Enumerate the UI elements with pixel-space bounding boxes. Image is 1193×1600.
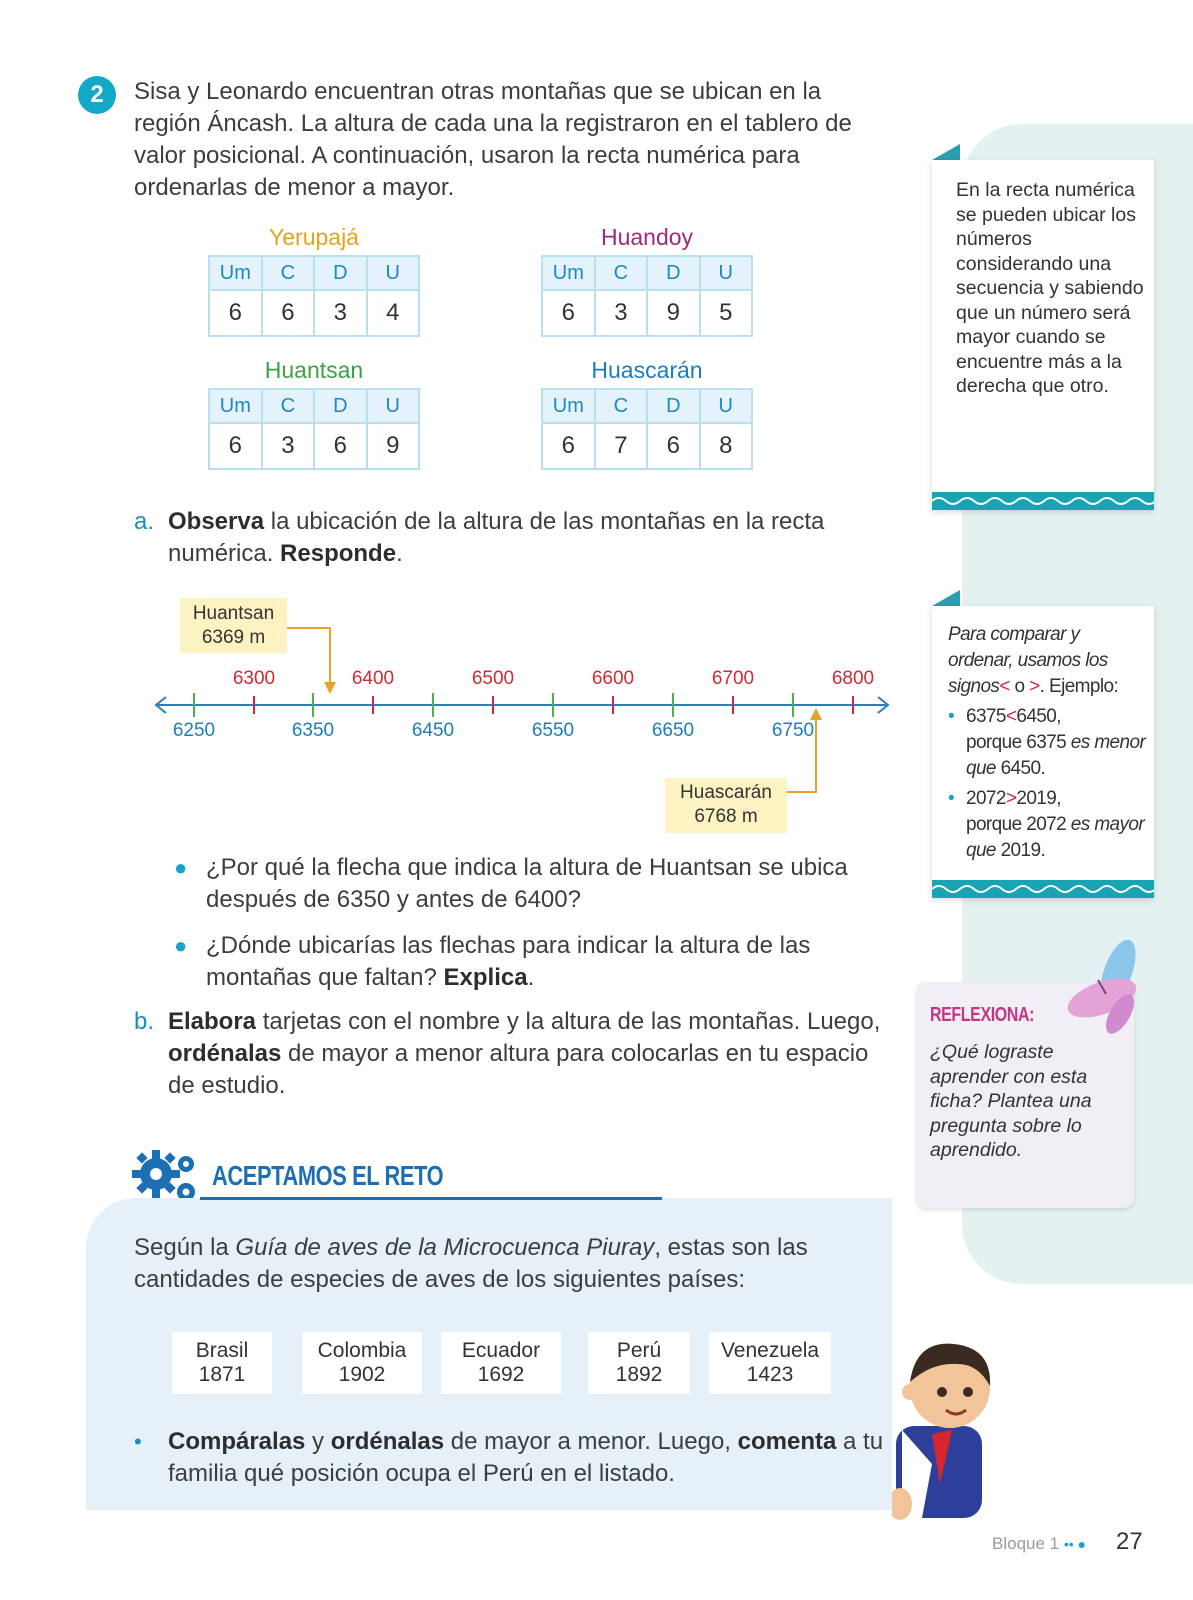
- card-colombia: [302, 1332, 422, 1394]
- header-d: D: [647, 389, 699, 423]
- tick-label: 6600: [591, 668, 635, 689]
- card-country: Perú: [616, 1339, 662, 1362]
- reto-text-2: , estas son las cantidades de especies de aves de los siguientes países:: [134, 1234, 808, 1293]
- reflexiona-text: ¿Qué lograste aprender con esta ficha? Plantea una pregunta sobre lo aprendido.: [930, 1041, 1092, 1161]
- note-recta-numerica: [932, 160, 1154, 510]
- question-a: [134, 506, 894, 567]
- question-b-text: tarjetas con el nombre y la altura de las montañas. Luego,: [256, 1008, 881, 1035]
- bullet-text: ¿Dónde ubicarías las flechas para indicar la altura de las montañas que faltan?: [206, 932, 811, 991]
- reto-task: [134, 1426, 894, 1490]
- ex2-num2: 2019,: [1016, 788, 1061, 809]
- reto-book-title: Guía de aves de la Microcuenca Piuray: [235, 1234, 655, 1261]
- callout-name: Huantsan: [192, 603, 275, 624]
- header-d: D: [314, 389, 366, 423]
- question-a-text: la ubicación de la altura de las montañas en la recta numérica.: [168, 508, 825, 567]
- reto-title: ACEPTAMOS EL RETO: [212, 1160, 444, 1191]
- question-a-body: [168, 506, 888, 570]
- header-um: Um: [542, 389, 595, 423]
- digit-cell: 9: [647, 290, 699, 336]
- card-peru: [588, 1332, 690, 1394]
- ex2-because: porque 2072: [966, 814, 1067, 835]
- greater-than-sign: >: [1005, 788, 1017, 809]
- header-c: C: [262, 389, 314, 423]
- table-yerupaja: [208, 224, 420, 337]
- ex2-end: 2019.: [1000, 840, 1046, 861]
- ex1-end: 6450.: [1000, 758, 1046, 779]
- bullet-end: .: [527, 964, 535, 991]
- tick-label: 6350: [291, 720, 335, 741]
- digit-cell: 6: [209, 423, 262, 469]
- callout-name: Huascarán: [680, 782, 772, 803]
- digit-cell: 6: [262, 290, 314, 336]
- question-letter: b.: [134, 1008, 155, 1035]
- list-item: [168, 930, 898, 994]
- ex2-num: 2072: [966, 788, 1006, 809]
- tick-label: 6450: [411, 720, 455, 741]
- tick-label: 6550: [531, 720, 575, 741]
- wave-decoration: [932, 880, 1154, 898]
- digit-cell: 3: [314, 290, 366, 336]
- tick-label: 6650: [651, 720, 695, 741]
- example-2: [948, 786, 1148, 864]
- digit-cell: 7: [595, 423, 647, 469]
- digit-cell: 6: [647, 423, 699, 469]
- card-country: Brasil: [195, 1339, 249, 1362]
- question-a-end: .: [396, 540, 403, 567]
- digit-cell: 6: [209, 290, 262, 336]
- note-text: En la recta numérica se pueden ubicar los números considerando una secuencia y sabiendo que un número será mayor cuando se encuentre más a la derecha que otro.: [956, 179, 1144, 397]
- tick-label: 6800: [831, 668, 875, 689]
- digit-cell: 3: [595, 290, 647, 336]
- card-country: Venezuela: [720, 1339, 820, 1362]
- bullet-dot-icon: ●: [174, 933, 188, 958]
- table-title: Huascarán: [591, 357, 703, 383]
- header-d: D: [647, 256, 699, 290]
- note-tab-icon: [932, 590, 960, 606]
- card-brasil: [172, 1332, 272, 1394]
- tick-label: 6400: [351, 668, 395, 689]
- table-huandoy: [541, 224, 753, 337]
- note-tab-icon: [932, 144, 960, 160]
- less-than-sign: <: [999, 676, 1010, 697]
- table-huascaran: [541, 357, 753, 470]
- header-d: D: [314, 256, 366, 290]
- tick-label: 6700: [711, 668, 755, 689]
- keyword-observa: Observa: [168, 508, 265, 535]
- question-b-end: de mayor a menor altura para colocarlas en tu espacio de estudio.: [168, 1040, 869, 1099]
- callout-huascaran: [665, 778, 787, 833]
- keyword-comenta: comenta: [737, 1428, 837, 1455]
- ex1-num: 6375: [966, 706, 1006, 727]
- arrow-huantsan: [287, 628, 330, 688]
- header-um: Um: [209, 256, 262, 290]
- bullet-dot-icon: •: [948, 788, 955, 809]
- butterfly-icon: [1040, 940, 1150, 1050]
- digit-cell: 6: [314, 423, 366, 469]
- list-item: [134, 1426, 894, 1490]
- tick-label: 6750: [771, 720, 815, 741]
- questions-list: [168, 852, 898, 994]
- card-country: Ecuador: [461, 1339, 541, 1362]
- card-value: 1902: [338, 1363, 386, 1386]
- digit-cell: 6: [542, 423, 595, 469]
- keyword-ordenalas: ordénalas: [330, 1428, 445, 1455]
- page-number: 27: [1116, 1528, 1143, 1555]
- less-than-sign: <: [1005, 706, 1017, 727]
- question-b: [134, 1006, 894, 1099]
- task-text: y: [305, 1428, 331, 1455]
- ex2-relation: es mayor que: [966, 814, 1145, 861]
- note-text: [948, 622, 1148, 864]
- digit-cell: 5: [700, 290, 752, 336]
- digit-cell: 3: [262, 423, 314, 469]
- exercise-number-badge: 2: [78, 76, 116, 114]
- header-u: U: [367, 389, 419, 423]
- example-1: [948, 704, 1148, 782]
- tick-label: 6300: [232, 668, 276, 689]
- keyword-explica: Explica: [443, 964, 528, 991]
- question-letter: a.: [134, 508, 155, 535]
- reto-underline: [200, 1197, 662, 1200]
- card-value: 1423: [746, 1363, 794, 1386]
- boy-illustration: [892, 1334, 1007, 1524]
- keyword-ordenalas: ordénalas: [168, 1040, 282, 1067]
- card-value: 1892: [615, 1363, 663, 1386]
- keyword-elabora: Elabora: [168, 1008, 257, 1035]
- dots-icon: •• ●: [1063, 1536, 1087, 1552]
- card-value: 1871: [198, 1363, 246, 1386]
- footer-block: [992, 1534, 1086, 1554]
- note2-intro: Para comparar y ordenar, usamos los signos: [948, 624, 1108, 697]
- header-u: U: [700, 389, 752, 423]
- table-title: Huandoy: [600, 224, 694, 250]
- reto-intro: [134, 1232, 874, 1296]
- bullet-dot-icon: •: [134, 1429, 142, 1454]
- card-value: 1692: [477, 1363, 525, 1386]
- callout-value: 6369 m: [201, 627, 266, 648]
- digit-cell: 9: [367, 423, 419, 469]
- arrowhead-huantsan-icon: [324, 682, 336, 694]
- bullet-dot-icon: •: [948, 706, 955, 727]
- bullet-dot-icon: ●: [174, 855, 188, 880]
- keyword-responde: Responde: [280, 540, 397, 567]
- question-b-body: [168, 1006, 888, 1102]
- header-u: U: [367, 256, 419, 290]
- or-word: o: [1009, 676, 1030, 697]
- task-text: de mayor a menor. Luego,: [444, 1428, 738, 1455]
- header-u: U: [700, 256, 752, 290]
- header-c: C: [262, 256, 314, 290]
- callout-value: 6768 m: [694, 806, 758, 827]
- reflexiona-title: REFLEXIONA:: [930, 1004, 1035, 1026]
- tick-label: 6500: [471, 668, 515, 689]
- bullet-text: ¿Por qué la flecha que indica la altura de Huantsan se ubica después de 6350 y antes de 6400?: [206, 854, 848, 913]
- header-c: C: [595, 389, 647, 423]
- list-item: [168, 852, 898, 916]
- header-c: C: [595, 256, 647, 290]
- digit-cell: 4: [367, 290, 419, 336]
- table-title: Yerupajá: [269, 224, 359, 250]
- exercise-intro: Sisa y Leonardo encuentran otras montañas que se ubican en la región Áncash. La altura de cada una la registraron en el tablero de valor posicional. A continuación, usaron la recta numérica para ordenarlas de menor a mayor.: [134, 78, 852, 201]
- card-ecuador: [441, 1332, 561, 1394]
- header-um: Um: [209, 389, 262, 423]
- reto-text-1: Según la: [134, 1234, 236, 1261]
- footer-block-label: Bloque 1: [992, 1534, 1060, 1553]
- card-venezuela: [709, 1332, 831, 1394]
- digit-cell: 6: [542, 290, 595, 336]
- task-text: a tu familia qué posición ocupa el Perú en el listado.: [168, 1428, 884, 1487]
- ex1-relation: es menor que: [966, 732, 1146, 779]
- digit-cell: 8: [700, 423, 752, 469]
- wave-decoration: [932, 492, 1154, 510]
- ex1-because: porque 6375: [966, 732, 1067, 753]
- keyword-comparalas: Compáralas: [168, 1428, 306, 1455]
- header-um: Um: [542, 256, 595, 290]
- note-comparar: [932, 606, 1154, 898]
- tick-label: 6250: [172, 720, 216, 741]
- arrowhead-huascaran-icon: [810, 708, 822, 720]
- greater-than-sign: >: [1029, 676, 1040, 697]
- ex1-num2: 6450,: [1016, 706, 1061, 727]
- card-country: Colombia: [317, 1339, 407, 1362]
- table-title: Huantsan: [264, 357, 364, 383]
- example-word: . Ejemplo:: [1039, 676, 1119, 697]
- table-huantsan: [208, 357, 420, 470]
